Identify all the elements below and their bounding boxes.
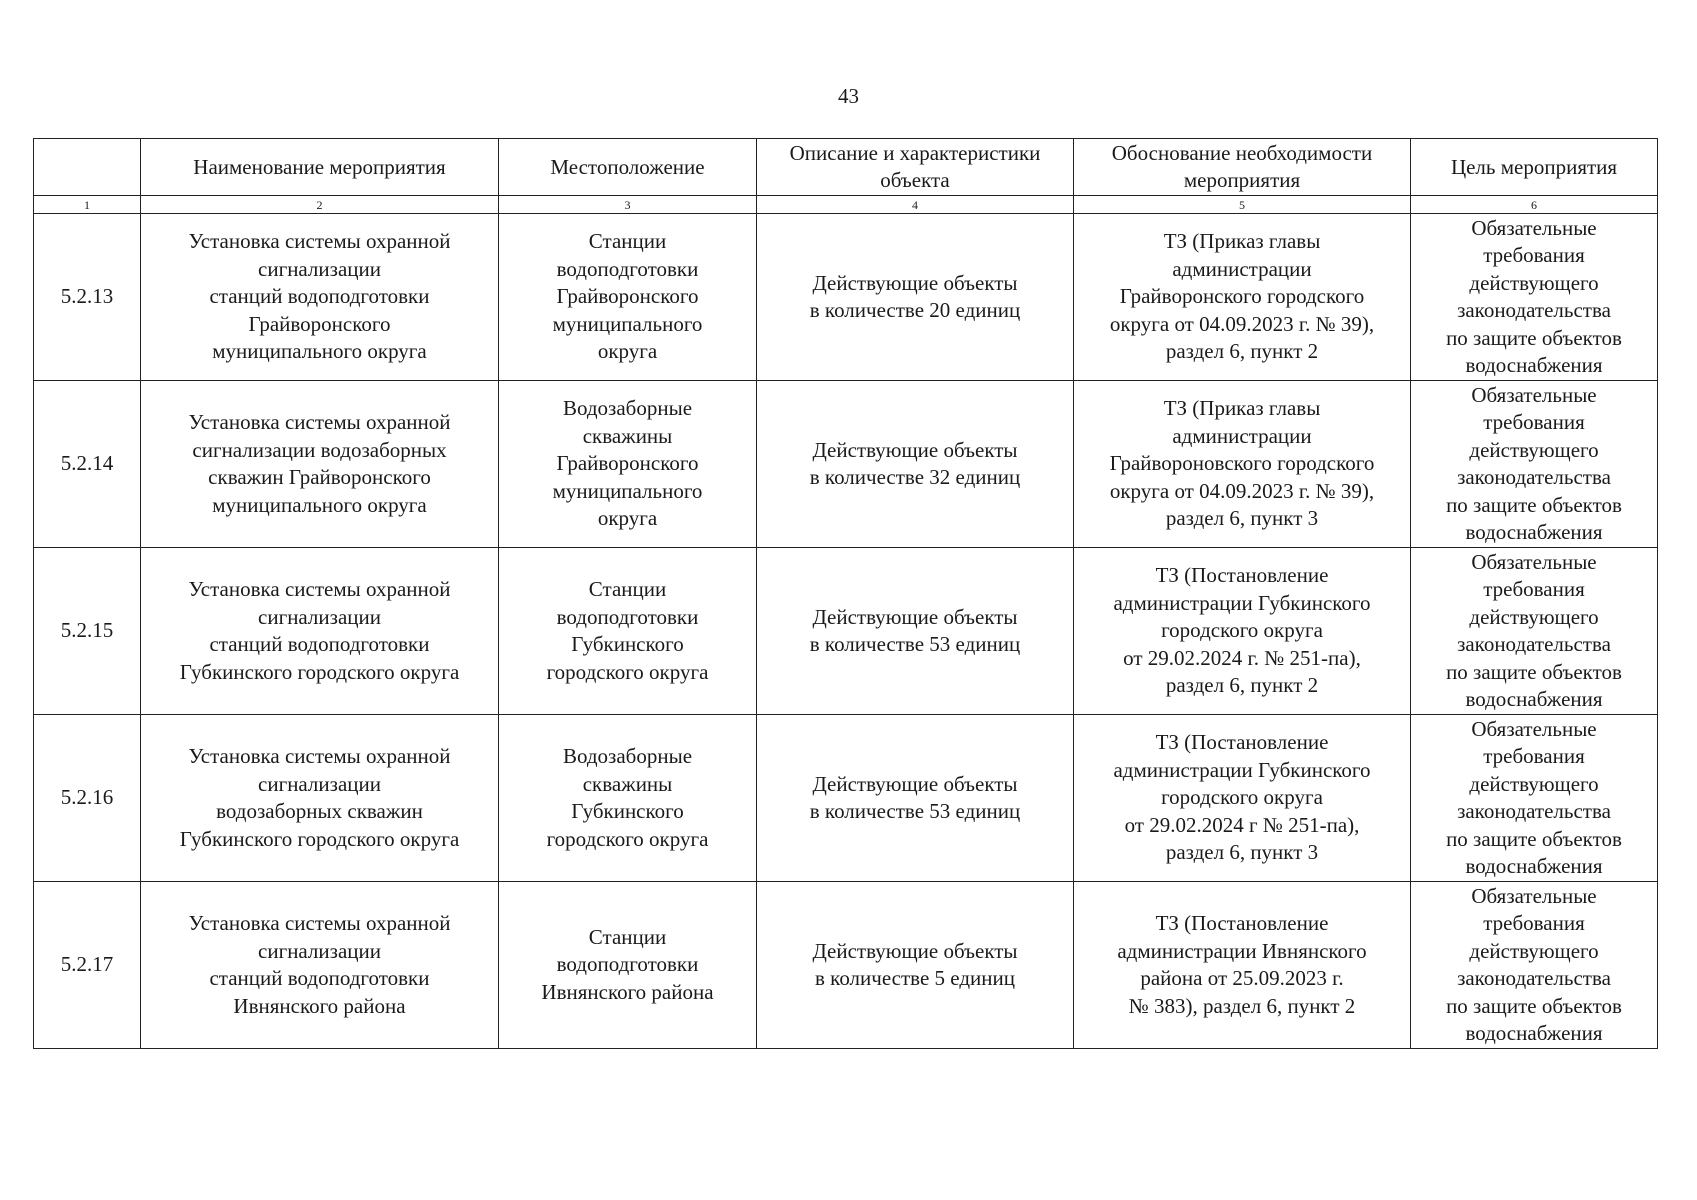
cell-line: Обязательные <box>1471 215 1597 240</box>
column-number: 3 <box>499 196 757 214</box>
cell-line: требования <box>1483 911 1585 935</box>
cell-line: муниципального <box>552 311 703 336</box>
cell-line: в количестве 32 единиц <box>809 465 1021 489</box>
row-number-cell: 5.2.16 <box>34 715 141 882</box>
cell-line: Губкинского городского округа <box>179 826 460 851</box>
cell-line: администрации Ивнянского <box>1117 938 1367 963</box>
cell-line: действующего <box>1469 938 1599 963</box>
cell-line: станций водоподготовки <box>209 632 430 656</box>
column-header: Цель мероприятия <box>1411 139 1658 196</box>
cell-line: сигнализации <box>258 256 381 281</box>
cell-line: Обязательные <box>1471 883 1597 908</box>
description-cell <box>757 548 1074 715</box>
cell-line: муниципального округа <box>212 492 427 517</box>
cell-line: водоподготовки <box>556 604 699 629</box>
cell-line: законодательства <box>1457 799 1611 823</box>
cell-line: по защите объектов <box>1446 325 1622 350</box>
cell-line: Действующие объекты <box>812 938 1018 963</box>
cell-line: Обязательные <box>1471 716 1597 741</box>
cell-line: по защите объектов <box>1446 993 1622 1018</box>
cell-line: законодательства <box>1457 966 1611 990</box>
cell-line: требования <box>1483 410 1585 434</box>
cell-line: администрации <box>1172 423 1312 448</box>
cell-line: требования <box>1483 744 1585 768</box>
cell-line: № 383), раздел 6, пункт 2 <box>1128 993 1356 1018</box>
cell-line: водоснабжения <box>1465 520 1603 544</box>
location-cell <box>499 715 757 882</box>
cell-line: Грайворонского <box>248 311 391 336</box>
cell-line: Действующие объекты <box>812 437 1018 462</box>
row-number-cell: 5.2.17 <box>34 882 141 1049</box>
justification-cell <box>1074 882 1411 1049</box>
column-number: 4 <box>757 196 1074 214</box>
row-number-cell: 5.2.13 <box>34 214 141 381</box>
cell-line: раздел 6, пункт 2 <box>1165 673 1319 698</box>
cell-line: округа <box>597 339 658 364</box>
cell-line: городского округа <box>1161 618 1323 643</box>
cell-line: Обязательные <box>1471 549 1597 574</box>
cell-line: Установка системы охранной <box>188 744 451 768</box>
measure-name-cell <box>141 715 499 882</box>
goal-cell <box>1411 882 1658 1049</box>
cell-line: скважин Грайворонского <box>208 465 431 489</box>
description-cell <box>757 214 1074 381</box>
cell-line: муниципального <box>552 478 703 503</box>
cell-line: водоснабжения <box>1465 1021 1603 1045</box>
cell-line: городского округа <box>1161 785 1323 810</box>
cell-line: ТЗ (Постановление <box>1155 911 1329 935</box>
column-number-row <box>34 196 1658 214</box>
cell-line: законодательства <box>1457 632 1611 656</box>
cell-line: Губкинского <box>571 632 684 656</box>
measure-name-cell <box>141 548 499 715</box>
table-row <box>34 882 1658 1049</box>
page-number: 43 <box>838 84 859 108</box>
column-number: 1 <box>34 196 141 214</box>
justification-cell <box>1074 381 1411 548</box>
table-row <box>34 715 1658 882</box>
cell-line: муниципального округа <box>212 339 427 364</box>
justification-cell <box>1074 715 1411 882</box>
cell-line: округа от 04.09.2023 г. № 39), <box>1109 311 1375 336</box>
cell-line: Грайвороновского городского <box>1109 451 1375 476</box>
column-number: 6 <box>1411 196 1658 214</box>
goal-cell <box>1411 715 1658 882</box>
cell-line: округа от 04.09.2023 г. № 39), <box>1109 478 1375 503</box>
cell-line: Установка системы охранной <box>188 229 451 254</box>
description-cell <box>757 715 1074 882</box>
location-cell <box>499 214 757 381</box>
bleed-through-background <box>130 1060 1660 1190</box>
cell-line: округа <box>597 506 658 531</box>
cell-line: в количестве 5 единиц <box>815 966 1015 990</box>
goal-cell <box>1411 548 1658 715</box>
cell-line: администрации Губкинского <box>1113 590 1371 615</box>
cell-line: городского округа <box>546 659 709 684</box>
cell-line: ТЗ (Приказ главы <box>1163 396 1321 421</box>
cell-line: от 29.02.2024 г. № 251-па), <box>1123 645 1361 670</box>
cell-line: водозаборных скважин <box>216 799 423 823</box>
row-number-cell: 5.2.14 <box>34 381 141 548</box>
cell-line: Установка системы охранной <box>188 911 451 935</box>
cell-line: законодательства <box>1457 465 1611 489</box>
cell-line: Губкинского <box>571 799 684 823</box>
location-cell <box>499 381 757 548</box>
measures-table <box>33 138 1658 1049</box>
cell-line: Обязательные <box>1471 382 1597 407</box>
goal-cell <box>1411 214 1658 381</box>
cell-line: водоснабжения <box>1465 687 1603 711</box>
column-header: Наименование мероприятия <box>141 139 499 196</box>
location-cell <box>499 548 757 715</box>
justification-cell <box>1074 548 1411 715</box>
cell-line: Станции <box>588 577 667 601</box>
column-number: 5 <box>1074 196 1411 214</box>
cell-line: Грайворонского <box>556 451 699 476</box>
column-header: Описание и характеристики объекта <box>757 139 1074 196</box>
cell-line: Станции <box>588 924 667 949</box>
cell-line: водоснабжения <box>1465 353 1603 377</box>
measure-name-cell <box>141 882 499 1049</box>
justification-cell <box>1074 214 1411 381</box>
table-body <box>34 214 1658 1049</box>
cell-line: сигнализации <box>258 938 381 963</box>
cell-line: ТЗ (Постановление <box>1155 563 1329 588</box>
cell-line: законодательства <box>1457 298 1611 322</box>
measure-name-cell <box>141 214 499 381</box>
column-number: 2 <box>141 196 499 214</box>
cell-line: водоснабжения <box>1465 854 1603 878</box>
cell-line: Ивнянского района <box>233 993 406 1018</box>
cell-line: в количестве 53 единиц <box>809 799 1021 823</box>
cell-line: Действующие объекты <box>812 270 1018 295</box>
cell-line: действующего <box>1469 270 1599 295</box>
cell-line: Ивнянского района <box>541 979 714 1004</box>
cell-line: раздел 6, пункт 3 <box>1165 840 1319 865</box>
row-number-cell: 5.2.15 <box>34 548 141 715</box>
cell-line: ТЗ (Приказ главы <box>1163 229 1321 254</box>
cell-line: скважины <box>582 423 673 448</box>
cell-line: действующего <box>1469 604 1599 629</box>
goal-cell <box>1411 381 1658 548</box>
cell-line: водоподготовки <box>556 952 699 977</box>
cell-line: Станции <box>588 229 667 254</box>
column-header: Местоположение <box>499 139 757 196</box>
description-cell <box>757 381 1074 548</box>
table-row <box>34 548 1658 715</box>
cell-line: сигнализации водозаборных <box>192 437 447 462</box>
cell-line: Губкинского городского округа <box>179 659 460 684</box>
cell-line: требования <box>1483 577 1585 601</box>
cell-line: водоподготовки <box>556 256 699 281</box>
cell-line: сигнализации <box>258 771 381 796</box>
cell-line: Действующие объекты <box>812 604 1018 629</box>
cell-line: в количестве 20 единиц <box>809 298 1021 322</box>
table-header-row <box>34 139 1658 196</box>
cell-line: Водозаборные <box>562 396 693 421</box>
cell-line: станций водоподготовки <box>209 966 430 990</box>
cell-line: администрации Губкинского <box>1113 757 1371 782</box>
cell-line: требования <box>1483 243 1585 267</box>
cell-line: станций водоподготовки <box>209 284 430 309</box>
cell-line: по защите объектов <box>1446 826 1622 851</box>
cell-line: Грайворонского городского <box>1119 284 1365 309</box>
cell-line: Действующие объекты <box>812 771 1018 796</box>
cell-line: скважины <box>582 771 673 796</box>
location-cell <box>499 882 757 1049</box>
cell-line: раздел 6, пункт 3 <box>1165 506 1319 531</box>
column-header <box>34 139 141 196</box>
cell-line: сигнализации <box>258 604 381 629</box>
cell-line: действующего <box>1469 771 1599 796</box>
cell-line: действующего <box>1469 437 1599 462</box>
description-cell <box>757 882 1074 1049</box>
cell-line: Грайворонского <box>556 284 699 309</box>
cell-line: Водозаборные <box>562 744 693 768</box>
table-row <box>34 381 1658 548</box>
cell-line: в количестве 53 единиц <box>809 632 1021 656</box>
cell-line: раздел 6, пункт 2 <box>1165 339 1319 364</box>
cell-line: района от 25.09.2023 г. <box>1140 966 1344 990</box>
measure-name-cell <box>141 381 499 548</box>
cell-line: Установка системы охранной <box>188 577 451 601</box>
cell-line: городского округа <box>546 826 709 851</box>
cell-line: по защите объектов <box>1446 659 1622 684</box>
cell-line: ТЗ (Постановление <box>1155 730 1329 755</box>
column-header: Обоснование необходимости мероприятия <box>1074 139 1411 196</box>
cell-line: от 29.02.2024 г № 251-па), <box>1124 812 1360 837</box>
cell-line: по защите объектов <box>1446 492 1622 517</box>
table-row <box>34 214 1658 381</box>
cell-line: администрации <box>1172 256 1312 281</box>
cell-line: Установка системы охранной <box>188 410 451 434</box>
